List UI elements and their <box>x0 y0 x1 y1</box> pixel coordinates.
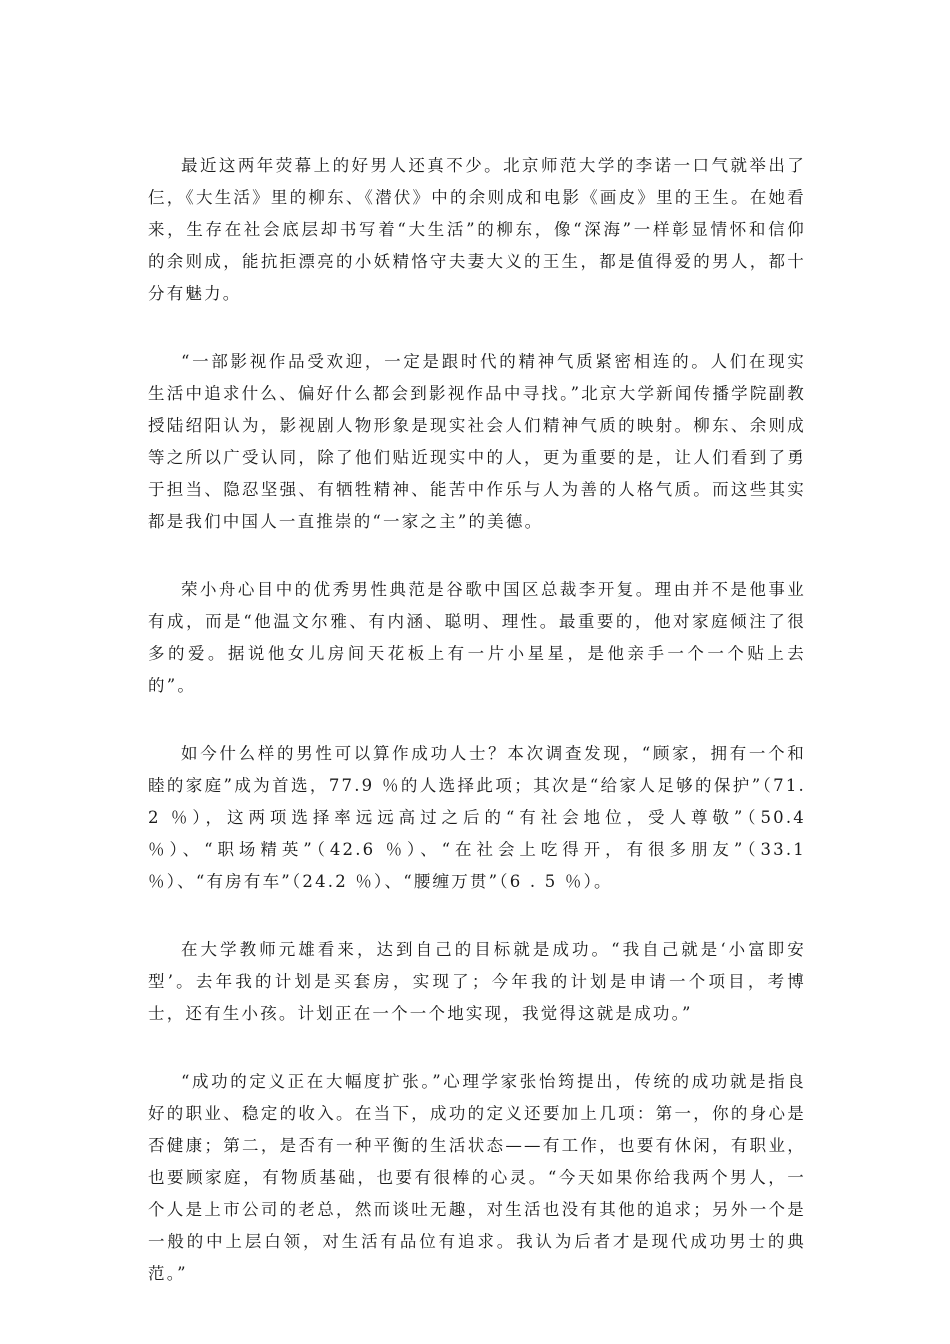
paragraph-3: 荣小舟心目中的优秀男性典范是谷歌中国区总裁李开复。理由并不是他事业有成，而是“他温文尔雅、有内涵、聪明、理性。最重要的，他对家庭倾注了很多的爱。据说他女儿房间天花板上有一片小星星，是他亲手一个一个贴上去的”。 <box>148 580 806 695</box>
paragraph-4: 如今什么样的男性可以算作成功人士？本次调查发现，“顾家，拥有一个和睦的家庭”成为首选，77.9 ％的人选择此项；其次是“给家人足够的保护”（71.2 ％），这两项选择率远远高过之后的“有社会地位，受人尊敬”（50.4 ％）、“职场精英”（42.6 ％）、“在社会上吃得开，有很多朋友”（33.1 ％）、“有房有车”（24.2 ％）、“腰缠万贯”（6 . 5 ％）。 <box>148 744 806 891</box>
article-body <box>148 150 806 1326</box>
paragraph-5: 在大学教师元雄看来，达到自己的目标就是成功。“我自己就是‘小富即安型’。去年我的计划是买套房，实现了；今年我的计划是申请一个项目，考博士，还有生小孩。计划正在一个一个地实现，我觉得这就是成功。” <box>148 940 806 1023</box>
paragraph-2: “一部影视作品受欢迎，一定是跟时代的精神气质紧密相连的。人们在现实生活中追求什么、偏好什么都会到影视作品中寻找。”北京大学新闻传播学院副教授陆绍阳认为，影视剧人物形象是现实社会人们精神气质的映射。柳东、余则成等之所以广受认同，除了他们贴近现实中的人，更为重要的是，让人们看到了勇于担当、隐忍坚强、有牺牲精神、能苦中作乐与人为善的人格气质。而这些其实都是我们中国人一直推崇的“一家之主”的美德。 <box>148 352 806 531</box>
paragraph-6: “成功的定义正在大幅度扩张。”心理学家张怡筠提出，传统的成功就是指良好的职业、稳定的收入。在当下，成功的定义还要加上几项：第一，你的身心是否健康；第二，是否有一种平衡的生活状态——有工作，也要有休闲，有职业，也要顾家庭，有物质基础，也要有很棒的心灵。“今天如果你给我两个男人，一个人是上市公司的老总，然而谈吐无趣，对生活也没有其他的追求；另外一个是一般的中上层白领，对生活有品位有追求。我认为后者才是现代成功男士的典范。” <box>148 1072 806 1283</box>
paragraph-1: 最近这两年荧幕上的好男人还真不少。北京师范大学的李诺一口气就举出了仨，《大生活》里的柳东、《潜伏》中的余则成和电影《画皮》里的王生。在她看来，生存在社会底层却书写着“大生活”的柳东，像“深海”一样彰显情怀和信仰的余则成，能抗拒漂亮的小妖精恪守夫妻大义的王生，都是值得爱的男人，都十分有魅力。 <box>148 156 806 303</box>
